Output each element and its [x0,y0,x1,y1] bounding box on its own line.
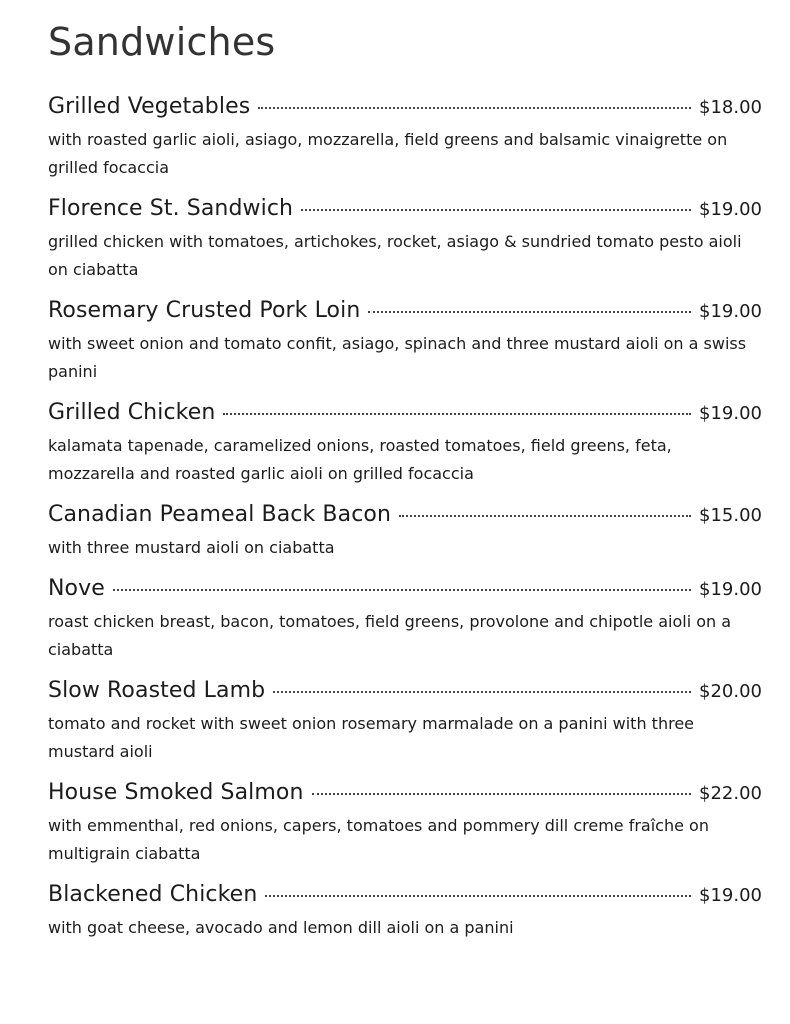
item-description: with goat cheese, avocado and lemon dill aioli on a panini [48,918,514,937]
item-price: $19.00 [699,885,762,906]
item-price: $19.00 [699,403,762,424]
item-price: $19.00 [699,199,762,220]
item-header [48,678,762,708]
item-description: with roasted garlic aioli, asiago, mozzarella, field greens and balsamic vinaigrette on grilled focaccia [48,130,728,177]
item-header [48,94,762,124]
menu-item [48,502,762,562]
dot-leader [301,209,691,211]
item-header [48,576,762,606]
menu-list [48,94,762,942]
dot-leader [273,691,691,693]
menu-item [48,576,762,664]
menu-item [48,780,762,868]
menu-item [48,882,762,942]
item-name: Rosemary Crusted Pork Loin [48,298,361,323]
item-name: Florence St. Sandwich [48,196,294,221]
item-price: $19.00 [699,579,762,600]
item-price: $15.00 [699,505,762,526]
dot-leader [258,107,691,109]
item-description: grilled chicken with tomatoes, artichokes, rocket, asiago & sundried tomato pesto aioli on ciabatta [48,232,742,279]
item-price: $22.00 [699,783,762,804]
menu-item [48,678,762,766]
item-header [48,780,762,810]
item-price: $19.00 [699,301,762,322]
item-header [48,298,762,328]
item-header [48,882,762,912]
item-description: tomato and rocket with sweet onion rosemary marmalade on a panini with three mustard aioli [48,714,695,761]
item-name: House Smoked Salmon [48,780,304,805]
menu-page [48,0,762,956]
menu-item [48,94,762,182]
item-description: kalamata tapenade, caramelized onions, roasted tomatoes, field greens, feta, mozzarella and roasted garlic aioli on grilled focaccia [48,436,672,483]
dot-leader [368,311,691,313]
dot-leader [399,515,691,517]
item-description: with three mustard aioli on ciabatta [48,538,335,557]
item-description: roast chicken breast, bacon, tomatoes, field greens, provolone and chipotle aioli on a ciabatta [48,612,732,659]
menu-item [48,298,762,386]
section-title: Sandwiches [48,20,276,64]
item-description: with emmenthal, red onions, capers, tomatoes and pommery dill creme fraîche on multigrain ciabatta [48,816,709,863]
item-price: $18.00 [699,97,762,118]
item-name: Grilled Chicken [48,400,216,425]
item-header [48,502,762,532]
menu-item [48,196,762,284]
item-name: Grilled Vegetables [48,94,251,119]
item-description: with sweet onion and tomato confit, asiago, spinach and three mustard aioli on a swiss panini [48,334,747,381]
item-price: $20.00 [699,681,762,702]
menu-item [48,400,762,488]
item-header [48,196,762,226]
item-name: Canadian Peameal Back Bacon [48,502,391,527]
item-name: Slow Roasted Lamb [48,678,266,703]
item-header [48,400,762,430]
dot-leader [113,589,691,591]
item-name: Nove [48,576,105,601]
item-name: Blackened Chicken [48,882,258,907]
dot-leader [223,413,691,415]
dot-leader [312,793,691,795]
dot-leader [265,895,691,897]
